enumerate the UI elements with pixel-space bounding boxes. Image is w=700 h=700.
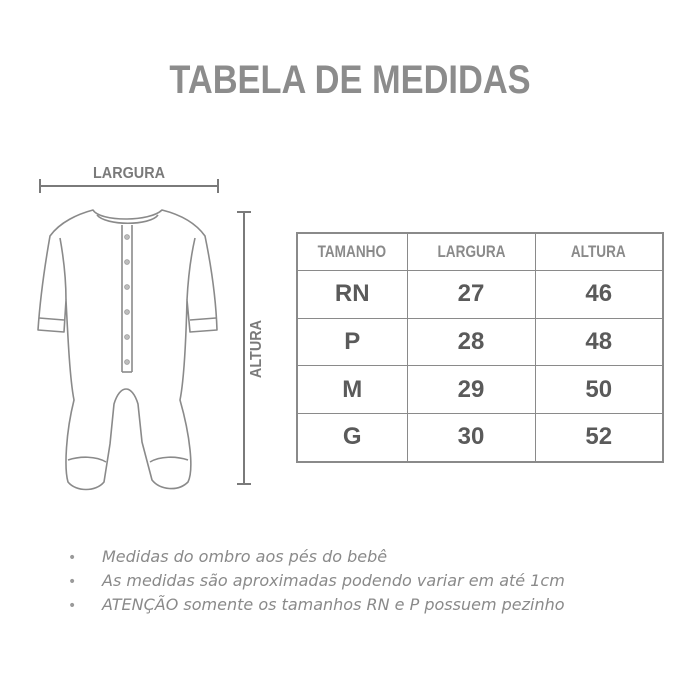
note-item: [62, 593, 565, 617]
width-label: LARGURA: [93, 165, 165, 182]
table-row: [297, 366, 663, 414]
height-cell: 46: [535, 271, 663, 319]
table-row: [297, 413, 663, 462]
table-row: [297, 318, 663, 366]
bullet-icon: •: [68, 598, 77, 614]
width-cell: 30: [407, 413, 535, 462]
note-item: [62, 569, 565, 593]
height-dimension-line: [237, 212, 251, 484]
width-cell: 28: [407, 318, 535, 366]
note-text: Medidas do ombro aos pés do bebê: [102, 547, 388, 566]
baby-onesie-icon: [38, 210, 217, 490]
note-text: ATENÇÃO somente os tamanhos RN e P possuem pezinho: [102, 595, 565, 614]
height-cell: 48: [535, 318, 663, 366]
height-label: ALTURA: [248, 319, 265, 379]
width-dimension-line: [40, 179, 218, 193]
width-cell: 27: [407, 271, 535, 319]
table-header-row: [297, 233, 663, 271]
page-title: TABELA DE MEDIDAS: [169, 58, 531, 102]
notes-list: [62, 545, 565, 617]
size-cell: M: [297, 366, 407, 414]
height-cell: 52: [535, 413, 663, 462]
size-cell: P: [297, 318, 407, 366]
size-cell: G: [297, 413, 407, 462]
bullet-icon: •: [68, 550, 77, 566]
size-table: [296, 232, 664, 463]
column-header-width: LARGURA: [407, 233, 535, 271]
width-cell: 29: [407, 366, 535, 414]
note-text: As medidas são aproximadas podendo variar em até 1cm: [102, 571, 565, 590]
height-cell: 50: [535, 366, 663, 414]
column-header-size: TAMANHO: [297, 233, 407, 271]
size-cell: RN: [297, 271, 407, 319]
table-row: [297, 271, 663, 319]
note-item: [62, 545, 565, 569]
bullet-icon: •: [68, 574, 77, 590]
column-header-height: ALTURA: [535, 233, 663, 271]
